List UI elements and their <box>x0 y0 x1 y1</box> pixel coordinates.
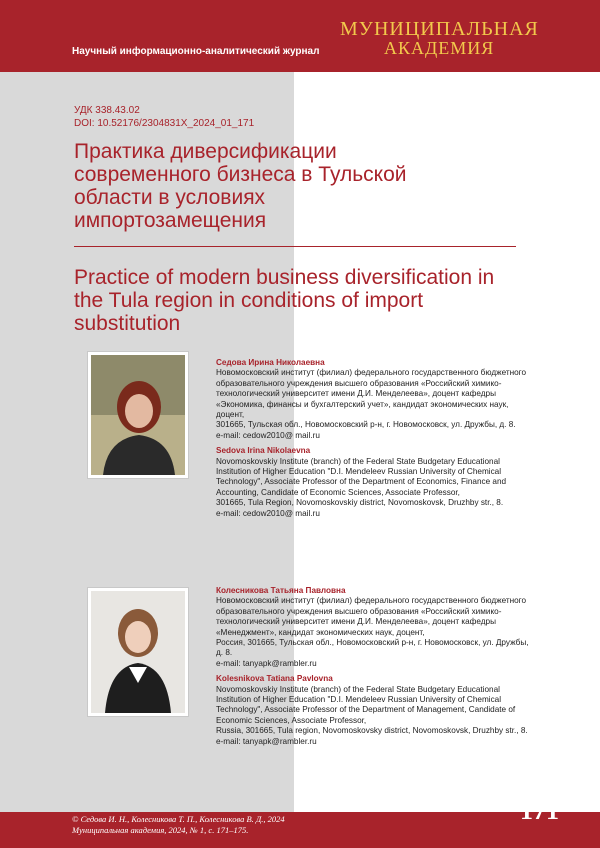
author-1-info-en: Novomoskovskiy Institute (branch) of the Federal State Budgetary Educational Institution of Higher Education "D.I. Mendeleev Russian University of Chemical Technology", Associate Professor of the Department of Economics, Finance and Accounting, Candidate of Economic Sciences, Associate Professor, <box>216 456 507 497</box>
journal-subtitle: Научный информационно-аналитический журнал <box>72 46 320 57</box>
author-2-en <box>216 674 536 747</box>
author-2-info-en: Novomoskovskiy Institute (branch) of the Federal State Budgetary Educational Institution of Higher Education "D.I. Mendeleev Russian University of Chemical Technology", Associate Professor of the Department of Management, Candidate of Economic Sciences, Associate Professor, <box>216 684 516 725</box>
logo-line-1: МУНИЦИПАЛЬНАЯ <box>340 18 539 40</box>
udc-block <box>74 104 254 130</box>
author-1-ru <box>216 358 536 441</box>
udc-code: УДК 338.43.02 <box>74 105 140 116</box>
author-2-email-ru: e-mail: tanyapk@rambler.ru <box>216 658 317 668</box>
author-2-name-ru: Колесникова Татьяна Павловна <box>216 586 346 595</box>
author-1-info-ru: Новомосковский институт (филиал) федерального государственного бюджетного образовательного учреждения высшего образования «Российский химико-технологический университет имени Д.И. Менделеева», доцент кафедры «Экономика, финансы и бухгалтерский учет», кандидат экономических наук, доцент, <box>216 368 527 420</box>
journal-logo <box>340 18 539 62</box>
author-2 <box>216 586 536 752</box>
author-1 <box>216 358 536 524</box>
author-2-name-en: Kolesnikova Tatiana Pavlovna <box>216 674 333 684</box>
copyright: © Седова И. Н., Колесникова Т. П., Колесникова В. Д., 2024 <box>72 814 285 824</box>
citation: Муниципальная академия, 2024, № 1, с. 171–175. <box>72 825 249 835</box>
footer-text <box>72 814 285 836</box>
author-2-address-ru: Россия, 301665, Тульская обл., Новомосковский р-н, г. Новомосковск, ул. Дружбы, д. 8. <box>216 638 529 658</box>
author-1-name-ru: Седова Ирина Николаевна <box>216 358 325 367</box>
title-english: Practice of modern business diversification in the Tula region in conditions of import substitution <box>74 266 495 335</box>
author-1-email-en: e-mail: cedow2010@ mail.ru <box>216 508 320 518</box>
author-1-en <box>216 446 536 519</box>
title-russian: Практика диверсификации современного бизнеса в Тульской области в условиях импортозамещения <box>74 140 407 232</box>
author-2-address-en: Russia, 301665, Tula region, Novomoskovsky district, Novomoskovsk, Druzhby str., 8. <box>216 726 528 736</box>
author-photo-1 <box>88 352 188 478</box>
logo-line-2: АКАДЕМИЯ <box>384 38 495 58</box>
author-1-email-ru: e-mail: cedow2010@ mail.ru <box>216 430 320 440</box>
author-2-info-ru: Новомосковский институт (филиал) федерального государственного бюджетного образовательного учреждения высшего образования «Российский химико-технологический университет имени Д.И. Менделеева», доцент кафедры «Менеджмент», кандидат экономических наук, доцент, <box>216 596 527 637</box>
page-number: 171 <box>520 796 559 825</box>
author-1-address-en: 301665, Tula Region, Novomoskovskiy district, Novomoskovsk, Druzhby str., 8. <box>216 498 504 508</box>
author-2-email-en: e-mail: tanyapk@rambler.ru <box>216 736 317 746</box>
author-photo-2 <box>88 588 188 716</box>
doi: DOI: 10.52176/2304831X_2024_01_171 <box>74 118 255 129</box>
author-1-name-en: Sedova Irina Nikolaevna <box>216 446 311 456</box>
portrait-1-icon <box>91 355 185 475</box>
portrait-2-icon <box>91 591 185 713</box>
title-divider <box>74 246 516 247</box>
author-1-address-ru: 301665, Тульская обл., Новомосковский р-н, г. Новомосковск, ул. Дружбы, д. 8. <box>216 420 516 430</box>
author-2-ru <box>216 586 536 669</box>
